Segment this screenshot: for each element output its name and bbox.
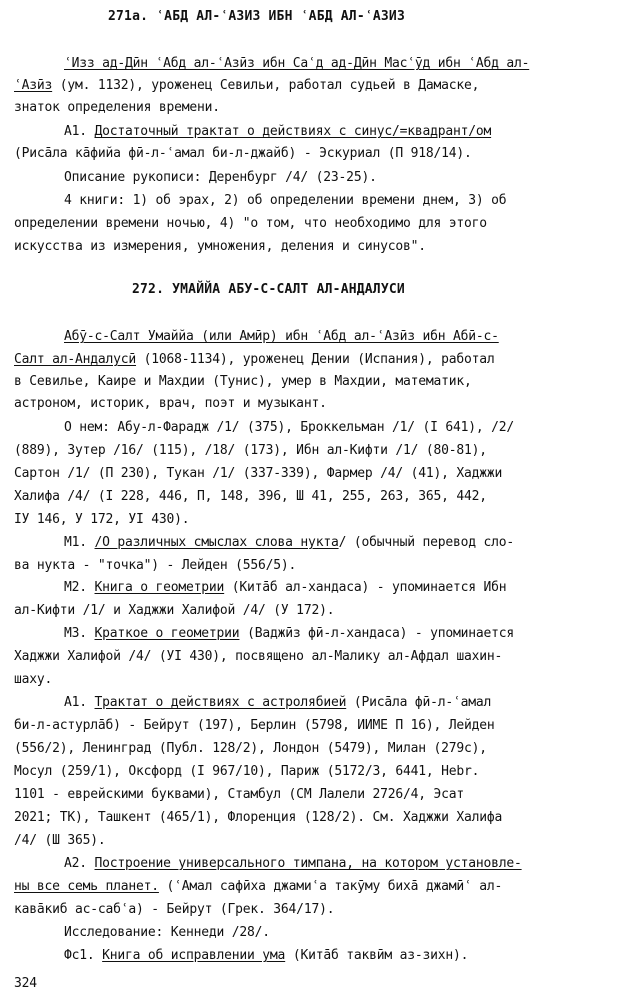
text-line: ал-Кифти /1/ и Хаджжи Халифой /4/ (У 172). — [14, 603, 335, 618]
text-line: ʿИзз ад-Дӣн ʿАбд ал-ʿАзӣз ибн Саʿд ад-Дӣн Масʿӯд ибн ʿАбд ал- — [64, 56, 530, 71]
text-line: Хаджжи Халифой /4/ (УI 430), посвящено ал-Малику ал-Афдал шахин- — [14, 649, 503, 664]
text-line: (Рисāла кāфийа фӣ-л-ʿамал би-л-джайб) - Эскуриал (П 918/14). — [14, 146, 472, 161]
text-line: в Севилье, Каире и Махдии (Тунис), умер в Махдии, математик, — [14, 374, 472, 389]
text-line: определении времени ночью, 4) "о том, что необходимо для этого — [14, 216, 487, 231]
work-a1: А1. Достаточный трактат о действиях с синус/=квадрант/ом — [64, 124, 492, 139]
text-line: Мосул (259/1), Оксфорд (I 967/10), Париж (5172/3, 6441, Hebr. — [14, 764, 480, 779]
work-m2: М2. Книга о геометрии (Китāб ал-хандаса) - упоминается Ибн — [64, 580, 507, 595]
text-line: кавāкиб ас-сабʿа) - Бейрут (Грек. 364/17). — [14, 902, 335, 917]
text-line: астроном, историк, врач, поэт и музыкант. — [14, 396, 327, 411]
text-line: Описание рукописи: Деренбург /4/ (23-25). — [64, 170, 377, 185]
work-fc1: Фс1. Книга об исправлении ума (Китāб таквӣм аз-зихн). — [64, 948, 469, 963]
text-line: знаток определения времени. — [14, 100, 220, 115]
text-line: Халифа /4/ (I 228, 446, П, 148, 396, Ш 41, 255, 263, 365, 442, — [14, 489, 487, 504]
text-line: искусства из измерения, умножения, деления и синусов". — [14, 239, 426, 254]
text-line: (889), Зутер /16/ (115), /18/ (173), Ибн ал-Кифти /1/ (80-81), — [14, 443, 487, 458]
text-line: шаху. — [14, 672, 53, 687]
text-line: ны все семь планет. (ʿАмал сафӣха джамиʿа такӯму бихā джамӣʿ ал- — [14, 879, 503, 894]
text-line: Абӯ-с-Салт Умаййа (или Амӣр) ибн ʿАбд ал-ʿАзӣз ибн Абӣ-с- — [64, 329, 499, 344]
text-line: би-л-астурлāб) - Бейрут (197), Берлин (5798, ИИМЕ П 16), Лейден — [14, 718, 495, 733]
text-line: IУ 146, У 172, УI 430). — [14, 512, 190, 527]
text-line: 4 книги: 1) об эрах, 2) об определении времени днем, 3) об — [64, 193, 507, 208]
text-line: /4/ (Ш 365). — [14, 833, 106, 848]
work-a2: А2. Построение универсального тимпана, на котором установле- — [64, 856, 522, 871]
text-line: 1101 - еврейскими буквами), Стамбул (СМ Лалели 2726/4, Эсат — [14, 787, 464, 802]
text-line: Салт ал-Андалусӣ (1068-1134), уроженец Дении (Испания), работал — [14, 352, 495, 367]
entry-heading-272: 272. УМАЙЙА АБУ-С-САЛТ АЛ-АНДАЛУСИ — [132, 282, 405, 297]
text-line: Сартон /1/ (П 230), Тукан /1/ (337-339), Фармер /4/ (41), Хаджжи — [14, 466, 503, 481]
text-line: О нем: Абу-л-Фарадж /1/ (375), Броккельман /1/ (I 641), /2/ — [64, 420, 514, 435]
entry-heading-271a: 271a. ʿАБД АЛ-ʿАЗИЗ ИБН ʿАБД АЛ-ʿАЗИЗ — [108, 9, 405, 24]
text-line: ʿАзӣз (ум. 1132), уроженец Севильи, работал судьей в Дамаске, — [14, 78, 480, 93]
page-number: 324 — [14, 976, 37, 991]
work-m1: М1. /О различных смыслах слова нукта/ (обычный перевод сло- — [64, 535, 514, 550]
text-line: (556/2), Ленинград (Публ. 128/2), Лондон (5479), Милан (279с), — [14, 741, 487, 756]
text-line: 2021; ТК), Ташкент (465/1), Флоренция (128/2). См. Хаджжи Халифа — [14, 810, 503, 825]
research-note: Исследование: Кеннеди /28/. — [64, 925, 270, 940]
text-line: ва нукта - "точка") - Лейден (556/5). — [14, 558, 297, 573]
work-m3: М3. Краткое о геометрии (Ваджӣз фӣ-л-хандаса) - упоминается — [64, 626, 514, 641]
work-a1-astrolabe: А1. Трактат о действиях с астролябией (Рисāла фӣ-л-ʿамал — [64, 695, 492, 710]
